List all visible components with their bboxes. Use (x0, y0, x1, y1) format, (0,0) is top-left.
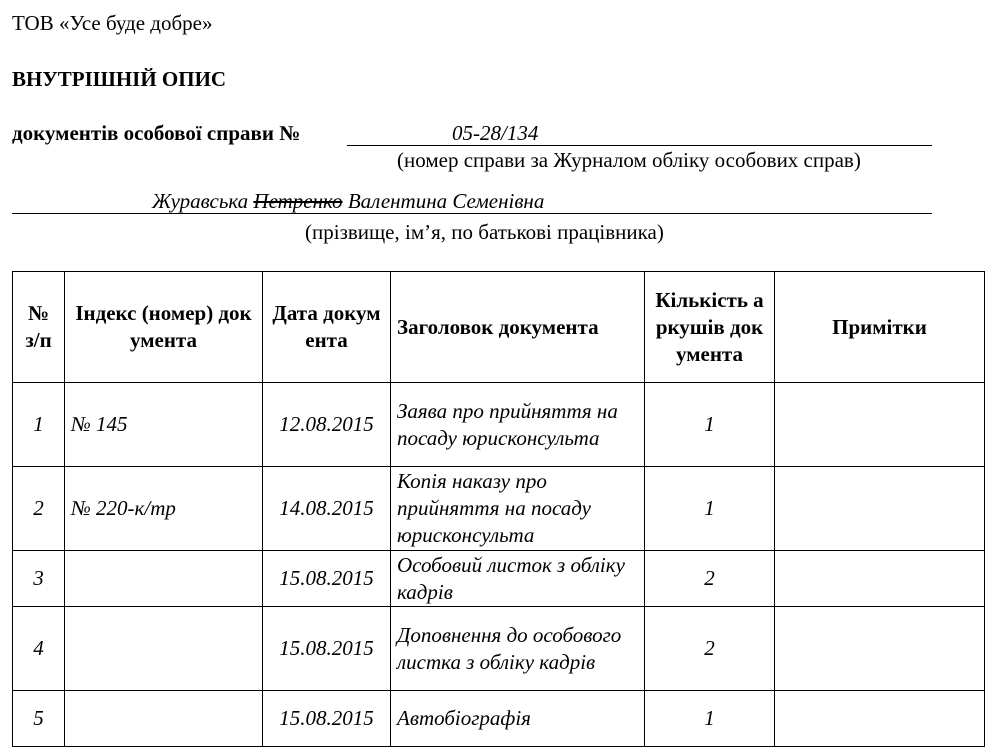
cell-notes (775, 607, 985, 691)
employee-name (152, 189, 544, 214)
employee-name-caption: (прізвище, ім’я, по батькові працівника) (305, 220, 664, 244)
document-title: ВНУТРІШНІЙ ОПИС (12, 67, 227, 91)
employee-surname-struck: Петренко (253, 189, 343, 213)
cell-date: 14.08.2015 (263, 467, 391, 551)
case-number: 05-28/134 (452, 121, 539, 145)
cell-index: № 145 (65, 383, 263, 467)
case-number-underline (347, 145, 932, 146)
header-sheets: Кількість аркушів документа (645, 272, 775, 383)
cell-date: 15.08.2015 (263, 607, 391, 691)
cell-index (65, 551, 263, 607)
organization-name: ТОВ «Усе буде добре» (12, 11, 213, 35)
cell-title: Копія наказу про прийняття на посаду юрисконсульта (391, 467, 645, 551)
cell-sheets: 2 (645, 551, 775, 607)
case-number-caption: (номер справи за Журналом обліку особових справ) (397, 148, 861, 172)
cell-num: 3 (13, 551, 65, 607)
inventory-table (12, 271, 985, 747)
cell-num: 5 (13, 691, 65, 747)
table-row (13, 607, 985, 691)
header-title: Заголовок документа (391, 272, 645, 383)
employee-given-names: Валентина Семенівна (347, 189, 545, 213)
cell-title: Особовий листок з обліку кадрів (391, 551, 645, 607)
header-num: № з/п (13, 272, 65, 383)
cell-notes (775, 551, 985, 607)
cell-title: Доповнення до особового листка з обліку кадрів (391, 607, 645, 691)
cell-title: Заява про прийняття на посаду юрисконсульта (391, 383, 645, 467)
table-row (13, 691, 985, 747)
cell-index (65, 607, 263, 691)
cell-sheets: 2 (645, 607, 775, 691)
cell-num: 4 (13, 607, 65, 691)
cell-date: 15.08.2015 (263, 691, 391, 747)
cell-sheets: 1 (645, 383, 775, 467)
table-header-row (13, 272, 985, 383)
table-row (13, 383, 985, 467)
cell-notes (775, 691, 985, 747)
table-row (13, 551, 985, 607)
header-date: Дата документа (263, 272, 391, 383)
cell-date: 15.08.2015 (263, 551, 391, 607)
cell-num: 1 (13, 383, 65, 467)
cell-title: Автобіографія (391, 691, 645, 747)
employee-surname: Журавська (152, 189, 249, 213)
cell-notes (775, 383, 985, 467)
cell-num: 2 (13, 467, 65, 551)
header-index: Індекс (номер) документа (65, 272, 263, 383)
cell-date: 12.08.2015 (263, 383, 391, 467)
table-row (13, 467, 985, 551)
cell-index: № 220-к/тр (65, 467, 263, 551)
cell-index (65, 691, 263, 747)
header-notes: Примітки (775, 272, 985, 383)
cell-sheets: 1 (645, 691, 775, 747)
case-label: документів особової справи № (12, 121, 301, 145)
cell-notes (775, 467, 985, 551)
cell-sheets: 1 (645, 467, 775, 551)
